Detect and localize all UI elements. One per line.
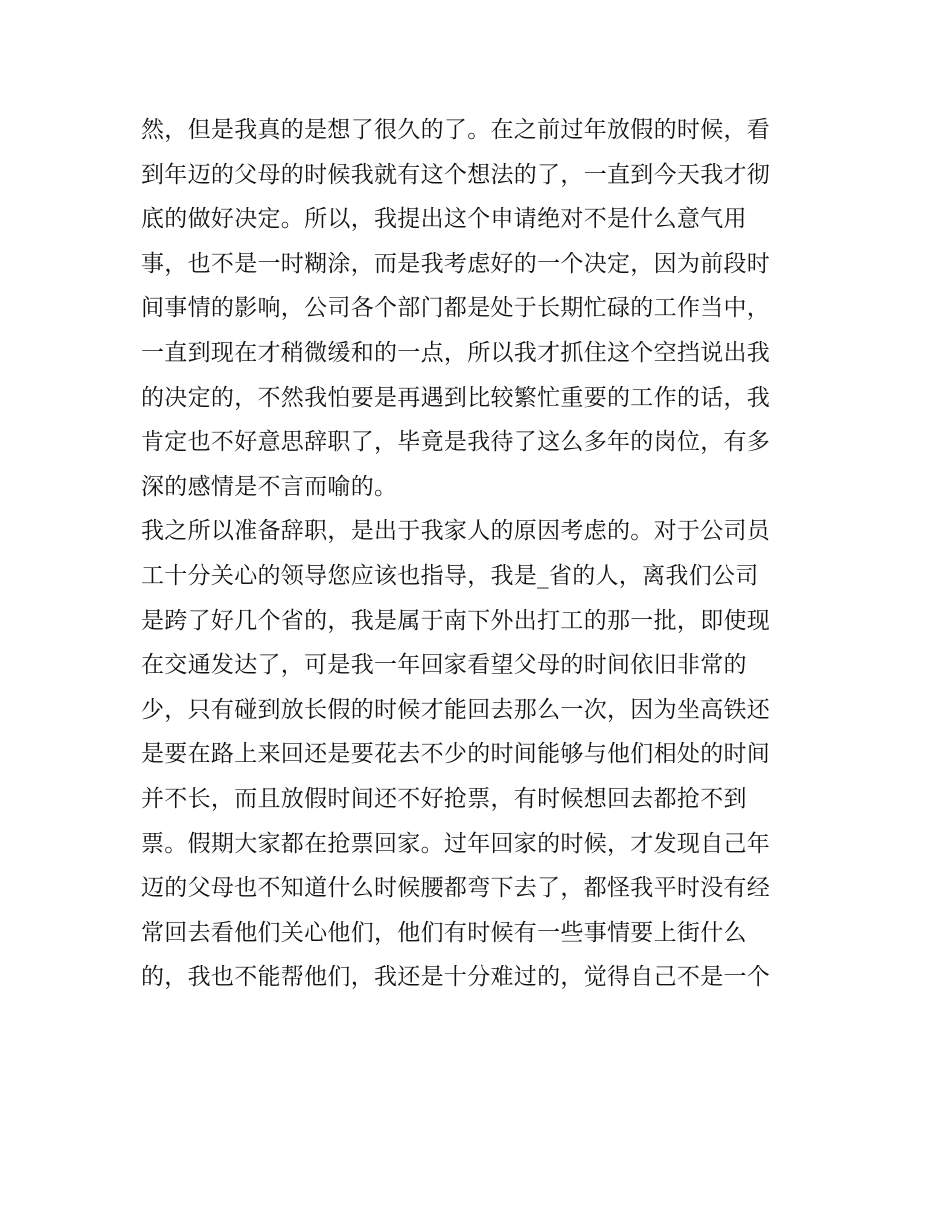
text-line: 并不长，而且放假时间还不好抢票，有时候想回去都抢不到	[141, 785, 747, 812]
document-body	[141, 108, 821, 1000]
text-line: 的决定的，不然我怕要是再遇到比较繁忙重要的工作的话，我	[141, 384, 771, 411]
text-line: 事，也不是一时糊涂，而是我考虑好的一个决定，因为前段时	[141, 250, 771, 277]
text-line: 常回去看他们关心他们，他们有时候有一些事情要上街什么	[141, 919, 747, 946]
text-line: 迈的父母也不知道什么时候腰都弯下去了，都怪我平时没有经	[141, 875, 771, 902]
text-line: 间事情的影响，公司各个部门都是处于长期忙碌的工作当中，	[141, 295, 771, 322]
text-line: 我之所以准备辞职，是出于我家人的原因考虑的。对于公司员	[141, 518, 771, 545]
text-line: 少，只有碰到放长假的时候才能回去那么一次，因为坐高铁还	[141, 696, 771, 723]
text-line: 在交通发达了，可是我一年回家看望父母的时间依旧非常的	[141, 652, 747, 679]
text-line: 然，但是我真的是想了很久的了。在之前过年放假的时候，看	[141, 117, 771, 143]
text-line: 深的感情是不言而喻的。	[141, 473, 398, 500]
text-line: 是跨了好几个省的，我是属于南下外出打工的那一批，即使现	[141, 607, 771, 634]
text-line: 的，我也不能帮他们，我还是十分难过的，觉得自己不是一个	[141, 964, 771, 991]
text-line: 一直到现在才稍微缓和的一点，所以我才抓住这个空挡说出我	[141, 339, 771, 366]
text-line: 票。假期大家都在抢票回家。过年回家的时候，才发现自己年	[141, 830, 771, 857]
text-line: 是要在路上来回还是要花去不少的时间能够与他们相处的时间	[141, 741, 771, 768]
text-line: 工十分关心的领导您应该也指导，我是_省的人，离我们公司	[141, 562, 759, 589]
text-line: 到年迈的父母的时候我就有这个想法的了，一直到今天我才彻	[141, 161, 771, 188]
text-line: 底的做好决定。所以，我提出这个申请绝对不是什么意气用	[141, 206, 747, 233]
text-line: 肯定也不好意思辞职了，毕竟是我待了这么多年的岗位，有多	[141, 429, 771, 456]
